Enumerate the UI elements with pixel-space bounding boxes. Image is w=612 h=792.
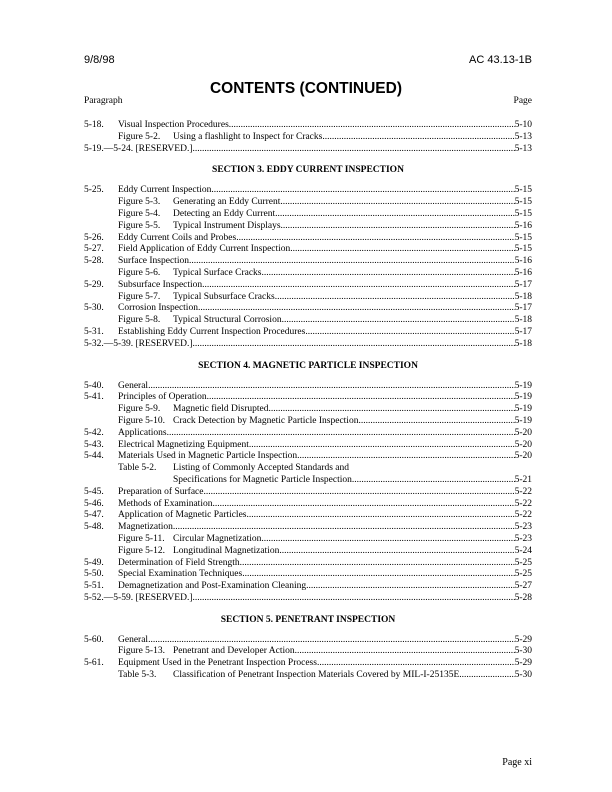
paragraph-number: 5-60. — [84, 634, 104, 645]
page-number: 5-24 — [514, 545, 532, 556]
entry-title: 5-52.—5-59. [RESERVED.] — [84, 592, 193, 603]
page-number: 5-22 — [514, 498, 532, 509]
entry-title: 5-32.—5-39. [RESERVED.] — [84, 338, 193, 349]
page-number: 5-20 — [514, 427, 532, 438]
paragraph-number: 5-26. — [84, 232, 104, 243]
paragraph-number: 5-29. — [84, 279, 104, 290]
entry-title: Subsurface Inspection — [118, 279, 203, 290]
header-date: 9/8/98 — [84, 54, 115, 66]
toc-figure-5-5[interactable] — [84, 221, 532, 233]
entry-title: Typical Surface Cracks — [173, 267, 262, 278]
page-number: 5-19 — [514, 380, 532, 391]
paragraph-number: 5-48. — [84, 522, 104, 533]
entry-title: Detecting an Eddy Current — [173, 208, 276, 219]
entry-title: Preparation of Surface — [118, 486, 204, 497]
entry-title: Generating an Eddy Current — [173, 197, 281, 208]
toc-entry-5-50[interactable] — [84, 569, 532, 581]
figure-label: Figure 5-7. — [118, 291, 161, 302]
figure-label: Figure 5-4. — [118, 208, 161, 219]
toc-entry-reserved-5-32[interactable] — [84, 339, 532, 351]
entry-title: Classification of Penetrant Inspection Materials Covered by MIL-I-25135E — [173, 670, 460, 681]
page-number: 5-15 — [514, 208, 532, 219]
toc-figure-5-10[interactable] — [84, 416, 532, 428]
entry-title: Specifications for Magnetic Particle Inspection — [173, 474, 352, 485]
page-number: 5-18 — [514, 291, 532, 302]
column-header-page: Page — [513, 96, 532, 106]
toc-figure-5-2[interactable] — [84, 132, 532, 144]
entry-title: Determination of Field Strength — [118, 557, 240, 568]
figure-label: Figure 5-11. — [118, 533, 165, 544]
paragraph-number: 5-41. — [84, 392, 104, 403]
entry-title: Magnetization — [118, 522, 173, 533]
page-number: 5-13 — [514, 131, 532, 142]
page-number: 5-19 — [514, 392, 532, 403]
toc-figure-5-4[interactable] — [84, 209, 532, 221]
page-number: 5-23 — [514, 522, 532, 533]
entry-title: Typical Instrument Displays — [173, 220, 281, 231]
entry-title: Applications — [118, 427, 167, 438]
entry-title: Electrical Magnetizing Equipment — [118, 439, 249, 450]
paragraph-number: 5-42. — [84, 427, 104, 438]
toc-entry-5-48[interactable] — [84, 522, 532, 534]
entry-title: Principles of Operation — [118, 392, 207, 403]
toc-entry-5-43[interactable] — [84, 440, 532, 452]
entry-title: Longitudinal Magnetization — [173, 545, 280, 556]
entry-title: Establishing Eddy Current Inspection Procedures — [118, 326, 306, 337]
entry-title: Circular Magnetization — [173, 533, 262, 544]
toc-figure-5-6[interactable] — [84, 268, 532, 280]
toc-table-5-3[interactable] — [84, 670, 532, 682]
page-title: CONTENTS (CONTINUED) — [209, 80, 403, 97]
paragraph-number: 5-43. — [84, 439, 104, 450]
paragraph-number: 5-25. — [84, 185, 104, 196]
toc-table-5-2[interactable] — [84, 463, 532, 475]
toc-figure-5-8[interactable] — [84, 315, 532, 327]
page-number: 5-30 — [514, 670, 532, 681]
paragraph-number: 5-31. — [84, 326, 104, 337]
toc-entry-5-26[interactable] — [84, 233, 532, 245]
entry-title: 5-19.—5-24. [RESERVED.] — [84, 143, 193, 154]
figure-label: Figure 5-10. — [118, 415, 165, 426]
entry-title: Equipment Used in the Penetrant Inspection Process — [118, 658, 317, 669]
entry-title: Eddy Current Coils and Probes — [118, 232, 237, 243]
entry-title: Methods of Examination — [118, 498, 213, 509]
toc-entry-5-49[interactable] — [84, 558, 532, 570]
toc-entry-5-61[interactable] — [84, 658, 532, 670]
toc-entry-5-31[interactable] — [84, 327, 532, 339]
page-number: 5-17 — [514, 279, 532, 290]
paragraph-number: 5-28. — [84, 256, 104, 267]
paragraph-number: 5-18. — [84, 120, 104, 130]
page-number: 5-19 — [514, 404, 532, 415]
entry-title: General — [118, 634, 149, 645]
toc-entry-5-28[interactable] — [84, 256, 532, 268]
entry-title: Eddy Current Inspection — [118, 185, 212, 196]
toc-figure-5-9[interactable] — [84, 404, 532, 416]
page-number: 5-22 — [514, 486, 532, 497]
toc-figure-5-3[interactable] — [84, 197, 532, 209]
entry-title: Demagnetization and Post-Examination Cleaning — [118, 581, 307, 592]
toc-entry-5-40[interactable] — [84, 381, 532, 393]
page-number: 5-17 — [514, 303, 532, 314]
paragraph-number: 5-44. — [84, 451, 104, 462]
entry-title: Typical Subsurface Cracks — [173, 291, 275, 302]
toc-table-5-2-continued[interactable] — [84, 475, 532, 487]
entry-title: Typical Structural Corrosion — [173, 315, 282, 326]
page-number: 5-25 — [514, 569, 532, 580]
toc-figure-5-12[interactable] — [84, 546, 532, 558]
toc-entry-5-27[interactable] — [84, 244, 532, 256]
toc-entry-5-25[interactable] — [84, 185, 532, 197]
figure-label: Figure 5-3. — [118, 197, 161, 208]
page-number: 5-16 — [514, 220, 532, 231]
figure-label: Figure 5-2. — [118, 131, 161, 142]
toc-entry-5-47[interactable] — [84, 510, 532, 522]
entry-title: Using a flashlight to Inspect for Cracks — [173, 131, 323, 142]
toc-entry-5-29[interactable] — [84, 280, 532, 292]
page-number: 5-17 — [514, 326, 532, 337]
figure-label: Figure 5-5. — [118, 220, 161, 231]
entry-title: Corrosion Inspection — [118, 303, 198, 314]
toc-entry-reserved-5-19[interactable] — [84, 144, 532, 156]
toc-entry-5-42[interactable] — [84, 428, 532, 440]
paragraph-number: 5-50. — [84, 569, 104, 580]
paragraph-number: 5-27. — [84, 244, 104, 255]
paragraph-number: 5-30. — [84, 303, 104, 314]
entry-title: Special Examination Techniques — [118, 569, 243, 580]
entry-title: Field Application of Eddy Current Inspection — [118, 244, 291, 255]
page-number: 5-29 — [514, 634, 532, 645]
section-heading-5: SECTION 5. PENETRANT INSPECTION — [220, 614, 396, 625]
entry-title: Surface Inspection — [118, 256, 189, 267]
page-number: 5-27 — [514, 581, 532, 592]
toc-figure-5-7[interactable] — [84, 292, 532, 304]
page-number: 5-19 — [514, 415, 532, 426]
page-number: 5-23 — [514, 533, 532, 544]
entry-title: Penetrant and Developer Action — [173, 646, 295, 657]
toc-entry-5-46[interactable] — [84, 499, 532, 511]
header-doc-id: AC 43.13-1B — [469, 54, 532, 66]
table-label: Table 5-2. — [118, 463, 157, 474]
footer-page-number: Page xi — [502, 757, 532, 768]
toc-entry-5-30[interactable] — [84, 303, 532, 315]
page-number: 5-16 — [514, 267, 532, 278]
entry-title: Visual Inspection Procedures — [118, 120, 229, 130]
page-number: 5-16 — [514, 256, 532, 267]
paragraph-number: 5-46. — [84, 498, 104, 509]
table-label: Table 5-3. — [118, 670, 157, 681]
page-number: 5-30 — [514, 646, 532, 657]
toc-entry-5-45[interactable] — [84, 487, 532, 499]
figure-label: Figure 5-9. — [118, 404, 161, 415]
page-number: 5-29 — [514, 658, 532, 669]
section-heading-4: SECTION 4. MAGNETIC PARTICLE INSPECTION — [198, 360, 418, 371]
page-number: 5-13 — [514, 143, 532, 154]
page-number: 5-15 — [514, 244, 532, 255]
figure-label: Figure 5-12. — [118, 545, 165, 556]
page-number: 5-20 — [514, 439, 532, 450]
page-number: 5-15 — [514, 185, 532, 196]
page-number: 5-22 — [514, 510, 532, 521]
page-number: 5-10 — [514, 120, 532, 130]
figure-label: Figure 5-13. — [118, 646, 165, 657]
paragraph-number: 5-47. — [84, 510, 104, 521]
paragraph-number: 5-51. — [84, 581, 104, 592]
paragraph-number: 5-40. — [84, 380, 104, 391]
page-number: 5-18 — [514, 338, 532, 349]
figure-label: Figure 5-8. — [118, 315, 161, 326]
paragraph-number: 5-45. — [84, 486, 104, 497]
entry-title: Application of Magnetic Particles — [118, 510, 247, 521]
entry-title: Materials Used in Magnetic Particle Inspection — [118, 451, 298, 462]
column-header-paragraph: Paragraph — [84, 96, 123, 106]
page-number: 5-15 — [514, 197, 532, 208]
toc-entry-5-18[interactable] — [84, 120, 532, 132]
page-number: 5-15 — [514, 232, 532, 243]
entry-title: General — [118, 380, 149, 391]
toc-entry-5-60[interactable] — [84, 635, 532, 647]
toc-entry-5-44[interactable] — [84, 451, 532, 463]
figure-label: Figure 5-6. — [118, 267, 161, 278]
toc-entry-5-41[interactable] — [84, 392, 532, 404]
toc-entry-reserved-5-52[interactable] — [84, 593, 532, 605]
entry-title: Magnetic field Disrupted — [173, 404, 269, 415]
page-number: 5-25 — [514, 557, 532, 568]
page-number: 5-28 — [514, 592, 532, 603]
table-of-contents — [84, 120, 532, 682]
page-number: 5-21 — [514, 474, 532, 485]
toc-figure-5-11[interactable] — [84, 534, 532, 546]
entry-title: Listing of Commonly Accepted Standards and — [173, 463, 349, 474]
section-heading-3: SECTION 3. EDDY CURRENT INSPECTION — [212, 165, 404, 176]
toc-figure-5-13[interactable] — [84, 646, 532, 658]
page-number: 5-20 — [514, 451, 532, 462]
toc-entry-5-51[interactable] — [84, 581, 532, 593]
page-number: 5-18 — [514, 315, 532, 326]
paragraph-number: 5-49. — [84, 557, 104, 568]
entry-title: Crack Detection by Magnetic Particle Inspection — [173, 415, 359, 426]
paragraph-number: 5-61. — [84, 658, 104, 669]
